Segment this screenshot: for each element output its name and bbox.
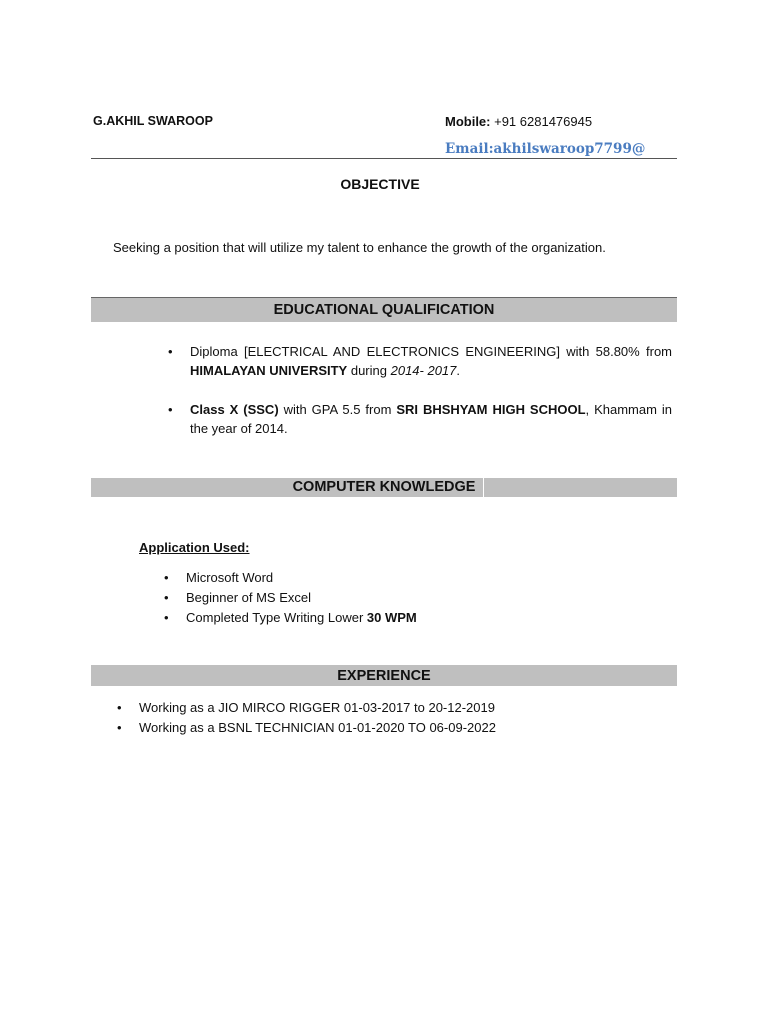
heading-separator — [483, 478, 484, 497]
ssc-label: Class X (SSC) — [190, 402, 279, 417]
objective-heading: OBJECTIVE — [340, 176, 420, 192]
diploma-text: Diploma [ELECTRICAL AND ELECTRONICS ENGINEERING] with 58.80% from — [190, 344, 672, 359]
ssc-gpa-text: with GPA 5.5 from — [278, 402, 397, 417]
university-name: HIMALAYAN UNIVERSITY — [190, 363, 348, 378]
computer-item-typewriting — [186, 608, 417, 628]
diploma-period: . — [456, 363, 461, 378]
computer-item-word: • Microsoft Word — [186, 568, 273, 588]
header-divider — [91, 158, 677, 159]
education-item-ssc — [190, 400, 672, 438]
typewriting-text: Completed Type Writing Lower — [186, 610, 367, 625]
education-heading: EDUCATIONAL QUALIFICATION — [91, 297, 677, 322]
diploma-years: 2014- 2017 — [390, 363, 457, 378]
application-used-label: Application Used: — [139, 540, 250, 555]
email-line: Email:akhilswaroop7799@ — [445, 141, 646, 157]
experience-item-jio: • Working as a JIO MIRCO RIGGER 01-03-2017 to 20-12-2019 — [139, 698, 495, 718]
computer-item-excel: • Beginner of MS Excel — [186, 588, 311, 608]
school-name: SRI BHSHYAM HIGH SCHOOL — [396, 402, 586, 417]
experience-heading: EXPERIENCE — [91, 665, 677, 686]
mobile-label: Mobile: — [445, 114, 491, 129]
mobile-number: +91 6281476945 — [490, 114, 593, 129]
ssc-location-year: , Khammam in the year of 2014. — [190, 402, 672, 436]
computer-knowledge-heading — [91, 478, 677, 497]
diploma-during: during — [347, 363, 391, 378]
typewriting-speed: 30 WPM — [366, 610, 417, 625]
mobile-line — [445, 114, 592, 129]
objective-text: Seeking a position that will utilize my talent to enhance the growth of the organization. — [113, 240, 606, 255]
candidate-name: G.AKHIL SWAROOP — [93, 114, 213, 128]
experience-item-bsnl: • Working as a BSNL TECHNICIAN 01-01-2020 TO 06-09-2022 — [139, 718, 496, 738]
computer-knowledge-title: COMPUTER KNOWLEDGE — [292, 479, 476, 495]
education-item-diploma — [190, 342, 672, 380]
